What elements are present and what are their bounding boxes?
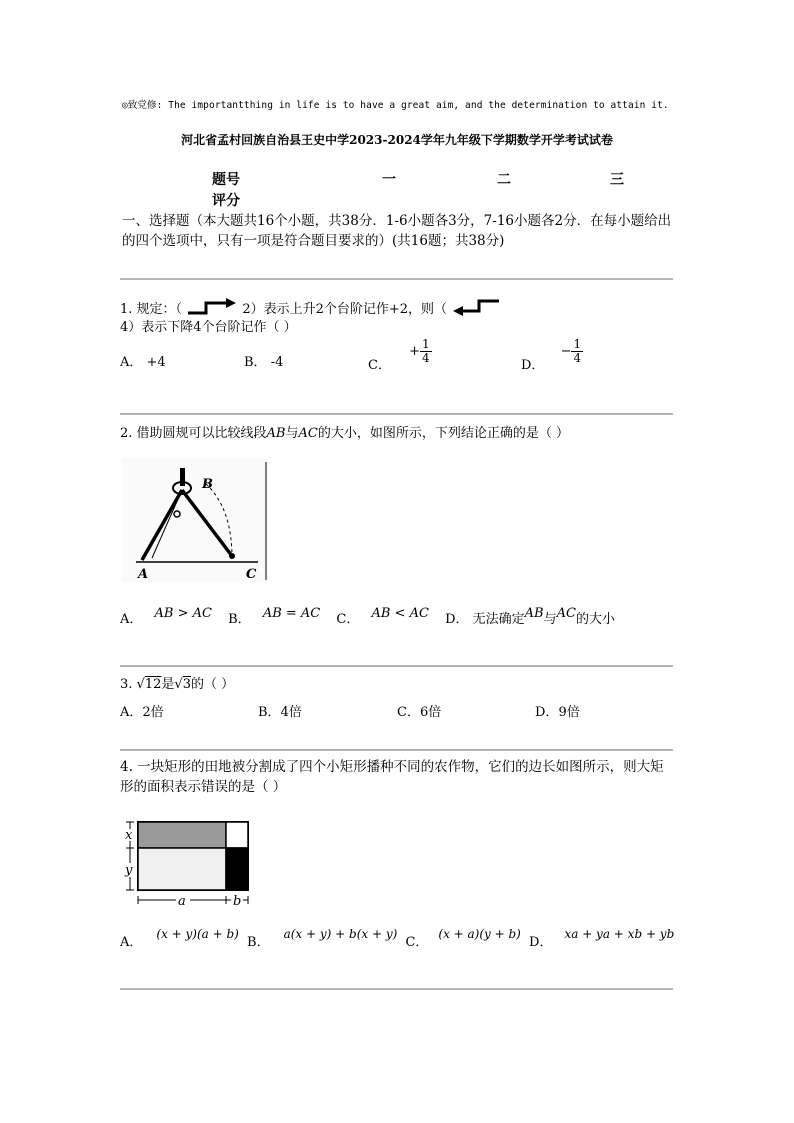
option-value: 6倍 <box>419 705 442 720</box>
option-label: C． <box>336 612 360 627</box>
q1-option-c[interactable] <box>368 337 432 373</box>
label-a: a <box>178 894 186 909</box>
q2-option-d[interactable] <box>445 606 615 627</box>
score-table-row-header: 评分 <box>212 193 240 209</box>
fraction <box>571 338 583 365</box>
option-label: B． <box>247 935 270 950</box>
option-label: C． <box>405 935 429 950</box>
option-value: AB > AC <box>154 606 212 621</box>
question-3-text: 的（ ） <box>190 677 235 692</box>
option-value: 4倍 <box>280 705 302 720</box>
option-value: +4 <box>146 355 166 370</box>
label-b: B <box>202 477 213 492</box>
q4-option-a[interactable] <box>120 927 239 950</box>
option-label: C． <box>368 358 391 373</box>
label-a: A <box>138 567 149 582</box>
q3-option-b[interactable] <box>258 701 302 720</box>
option-label: B． <box>228 612 251 627</box>
option-sign: − <box>560 344 572 359</box>
option-text: 无法确定 <box>472 612 525 627</box>
radicand: 3 <box>182 677 191 692</box>
option-label: D． <box>521 358 545 373</box>
question-3-number: 3. <box>120 677 133 692</box>
option-value: -4 <box>270 355 284 370</box>
option-label: A． <box>120 612 143 627</box>
option-value: 9倍 <box>558 705 580 720</box>
fraction-numerator: 1 <box>573 337 582 351</box>
question-3 <box>120 676 234 694</box>
question-3-text: 是 <box>161 677 175 692</box>
divider <box>120 278 673 280</box>
q4-option-b[interactable] <box>247 927 398 950</box>
score-table-column-2: 二 <box>497 172 511 188</box>
question-2 <box>120 425 680 443</box>
divider <box>120 749 673 751</box>
q3-option-d[interactable] <box>535 701 580 720</box>
segment-ac: AC <box>298 426 318 441</box>
option-text: 与 <box>543 612 557 627</box>
stair-up-icon <box>186 298 238 316</box>
q1-option-a[interactable] <box>120 351 166 370</box>
segment-ac: AC <box>556 606 576 621</box>
option-text: 的大小 <box>575 612 615 627</box>
question-2-text: 的大小，如图所示，下列结论正确的是（ ） <box>317 426 569 441</box>
question-1 <box>120 298 680 337</box>
question-1-prefix: 1. 规定：（ <box>120 302 183 317</box>
rectangle-figure <box>122 816 256 910</box>
motto-line: ◎致党修: The importantthing in life is to have a great aim, and the determination to attain it. <box>122 100 669 111</box>
option-label: A． <box>120 705 143 720</box>
option-label: D． <box>535 705 559 720</box>
question-2-text: 2. 借助圆规可以比较线段 <box>120 426 267 441</box>
section-1-heading: 一、选择题（本大题共16个小题，共38分．1-6小题各3分，7-16小题各2分．在每小题给出的四个选项中，只有一项是符合题目要求的）(共16题；共38分) <box>122 213 672 249</box>
divider <box>120 665 673 667</box>
option-sign: + <box>409 344 420 359</box>
option-label: B． <box>244 355 267 370</box>
question-2-text: 与 <box>285 426 299 441</box>
stair-down-icon <box>451 298 503 316</box>
fraction <box>420 338 432 365</box>
option-value: AB = AC <box>262 606 321 621</box>
question-4: 4. 一块矩形的田地被分割成了四个小矩形播种不同的农作物，它们的边长如图所示，则大矩形的面积表示错误的是（ ） <box>120 759 664 795</box>
option-value: (x + a)(y + b) <box>438 927 521 941</box>
q1-option-d[interactable] <box>521 337 583 373</box>
option-value: xa + ya + xb + yb <box>564 927 675 941</box>
q2-options <box>120 606 680 630</box>
divider <box>120 988 673 990</box>
option-label: A． <box>120 355 143 370</box>
score-table-col-header: 题号 <box>212 172 240 188</box>
fraction-numerator: 1 <box>422 337 430 351</box>
option-label: D． <box>445 612 469 627</box>
option-value: a(x + y) + b(x + y) <box>283 927 398 941</box>
q3-option-a[interactable] <box>120 701 164 720</box>
q3-option-c[interactable] <box>397 701 441 720</box>
option-value: (x + y)(a + b) <box>156 927 239 941</box>
q4-option-c[interactable] <box>405 927 521 950</box>
option-label: B． <box>258 705 281 720</box>
option-label: A． <box>120 935 143 950</box>
compass-figure <box>122 458 270 584</box>
sqrt-3: √3 <box>174 677 191 692</box>
divider <box>120 413 673 415</box>
label-y: y <box>125 863 133 878</box>
score-table-column-3: 三 <box>610 172 624 188</box>
label-c: C <box>246 567 257 582</box>
q4-option-d[interactable] <box>529 927 675 950</box>
q2-option-a[interactable] <box>120 606 212 627</box>
question-1-middle: 2）表示上升2个台阶记作+2，则（ <box>242 302 448 317</box>
sqrt-12: √12 <box>136 677 162 692</box>
label-b: b <box>233 894 242 909</box>
option-label: D． <box>529 935 553 950</box>
label-x: x <box>125 828 133 843</box>
q2-option-c[interactable] <box>336 606 429 627</box>
segment-ab: AB <box>266 426 286 441</box>
question-1-suffix: 4）表示下降4个台阶记作（ ） <box>120 320 297 335</box>
option-value: 2倍 <box>142 705 164 720</box>
segment-ab: AB <box>524 606 544 621</box>
fraction-denominator: 4 <box>573 351 582 365</box>
option-value: AB < AC <box>371 606 429 621</box>
radicand: 12 <box>144 677 162 692</box>
fraction-denominator: 4 <box>422 351 430 365</box>
option-label: C． <box>397 705 420 720</box>
q2-option-b[interactable] <box>228 606 321 627</box>
page-title: 河北省孟村回族自治县王史中学2023-2024学年九年级下学期数学开学考试试卷 <box>181 133 613 147</box>
q1-option-b[interactable] <box>244 351 283 370</box>
score-table-column-1: 一 <box>382 172 396 188</box>
q4-options <box>120 927 680 955</box>
